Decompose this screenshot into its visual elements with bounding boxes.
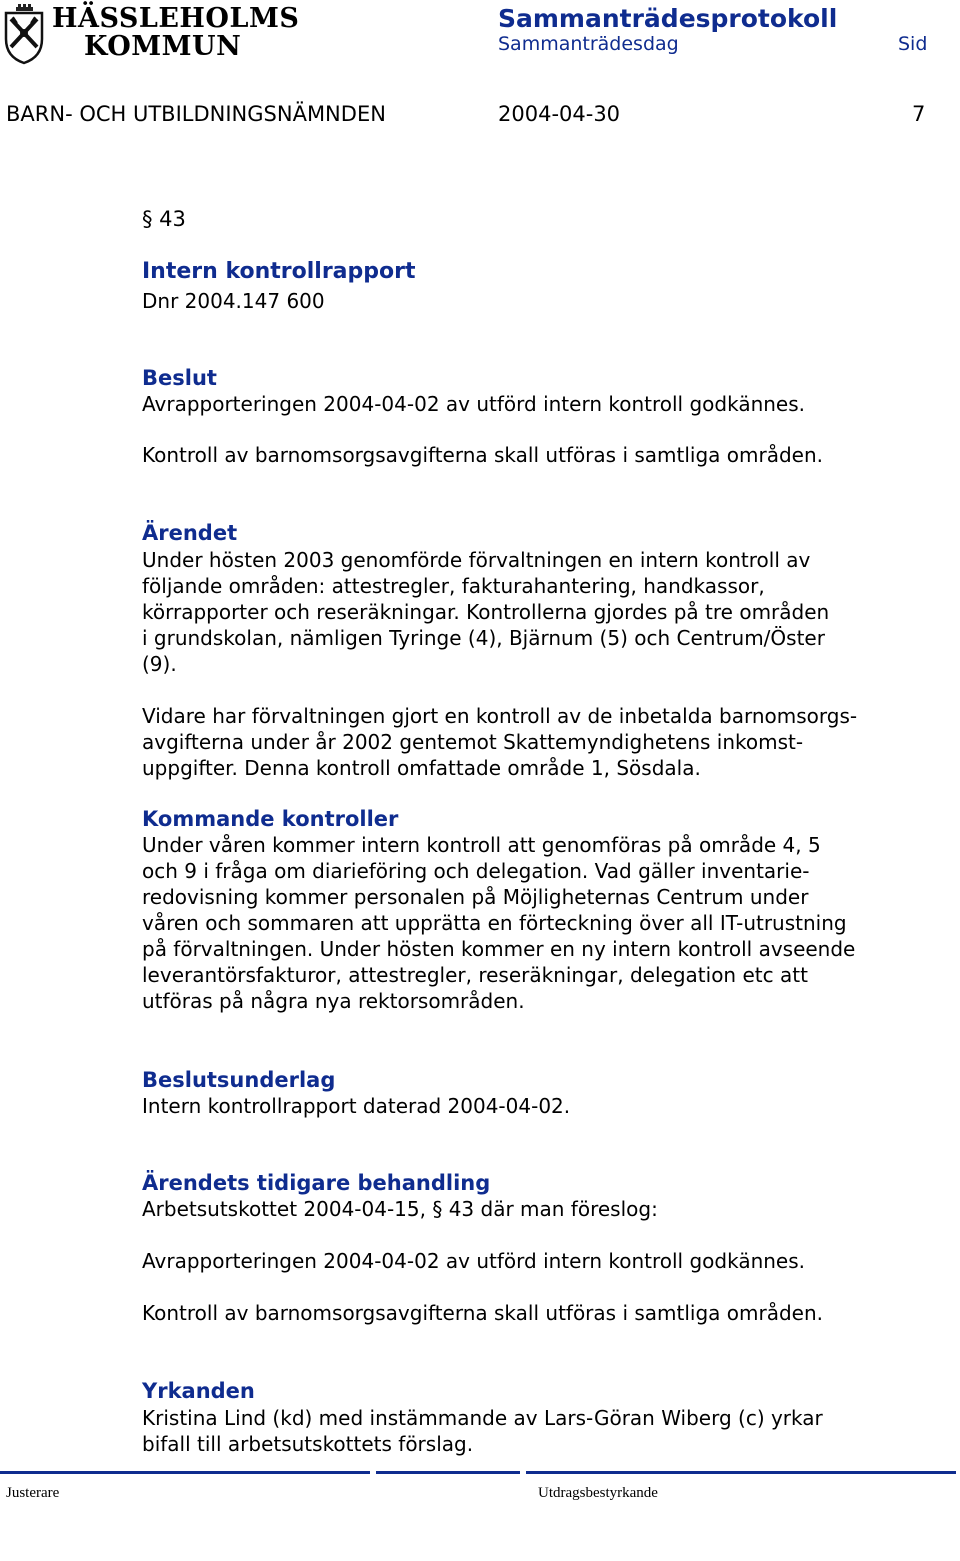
arendet-heading: Ärendet [142,521,238,545]
page-label: Sid [898,33,928,55]
kommande-line: Under våren kommer intern kontroll att genomföras på område 4, 5 [142,833,821,857]
kommande-line: utföras på några nya rektorsområden. [142,989,525,1013]
kommande-line: och 9 i fråga om diarieföring och delegation. Vad gäller inventarie- [142,859,810,883]
org-name-line1: HÄSSLEHOLMS [52,3,300,34]
footer-rule [0,1471,956,1474]
diary-number: Dnr 2004.147 600 [142,289,325,313]
beslut-line: Avrapporteringen 2004-04-02 av utförd intern kontroll godkännes. [142,392,806,416]
section-number: § 43 [142,207,186,231]
arendet-line: Vidare har förvaltningen gjort en kontroll av de inbetalda barnomsorgs- [142,704,858,728]
kommande-line: på förvaltningen. Under hösten kommer en ny intern kontroll avseende [142,937,856,961]
underlag-heading: Beslutsunderlag [142,1068,336,1092]
arendet-line: Under hösten 2003 genomförde förvaltningen en intern kontroll av [142,548,811,572]
underlag-text: Intern kontrollrapport daterad 2004-04-02. [142,1094,571,1118]
arendet-line: följande områden: attestregler, fakturahantering, handkassor, [142,574,765,598]
tidigare-intro: Arbetsutskottet 2004-04-15, § 43 där man föreslog: [142,1197,658,1221]
section-title: Intern kontrollrapport [142,259,416,284]
arendet-line: uppgifter. Denna kontroll omfattade område 1, Sösdala. [142,756,701,780]
arendet-line: (9). [142,652,177,676]
justerare-label: Justerare [6,1485,60,1501]
org-name-line2: KOMMUN [84,31,242,62]
kommande-heading: Kommande kontroller [142,807,399,831]
yrkanden-heading: Yrkanden [142,1379,255,1403]
utdragsbestyrkande-label: Utdragsbestyrkande [538,1485,658,1501]
beslut-line: Kontroll av barnomsorgsavgifterna skall utföras i samtliga områden. [142,443,824,467]
tidigare-line: Kontroll av barnomsorgsavgifterna skall utföras i samtliga områden. [142,1301,824,1325]
yrkanden-line: Kristina Lind (kd) med instämmande av Lars-Göran Wiberg (c) yrkar [142,1406,823,1430]
tidigare-heading: Ärendets tidigare behandling [142,1171,491,1195]
arendet-line: i grundskolan, nämligen Tyringe (4), Bjärnum (5) och Centrum/Öster [142,626,825,650]
arendet-line: avgifterna under år 2002 gentemot Skattemyndighetens inkomst- [142,730,804,754]
municipal-coat-of-arms-icon [3,3,45,65]
beslut-heading: Beslut [142,366,217,390]
document-type: Sammanträdesprotokoll [498,4,838,33]
yrkanden-line: bifall till arbetsutskottets förslag. [142,1432,474,1456]
meeting-date: 2004-04-30 [498,102,621,126]
page-number: 7 [912,102,926,126]
kommande-line: våren och sommaren att upprätta en förteckning över all IT-utrustning [142,911,847,935]
board-name: BARN- OCH UTBILDNINGSNÄMNDEN [6,102,386,126]
arendet-line: körrapporter och reseräkningar. Kontrollerna gjordes på tre områden [142,600,830,624]
meeting-date-label: Sammanträdesdag [498,33,679,55]
tidigare-line: Avrapporteringen 2004-04-02 av utförd intern kontroll godkännes. [142,1249,806,1273]
kommande-line: leverantörsfakturor, attestregler, reseräkningar, delegation etc att [142,963,808,987]
kommande-line: redovisning kommer personalen på Möjligheternas Centrum under [142,885,809,909]
